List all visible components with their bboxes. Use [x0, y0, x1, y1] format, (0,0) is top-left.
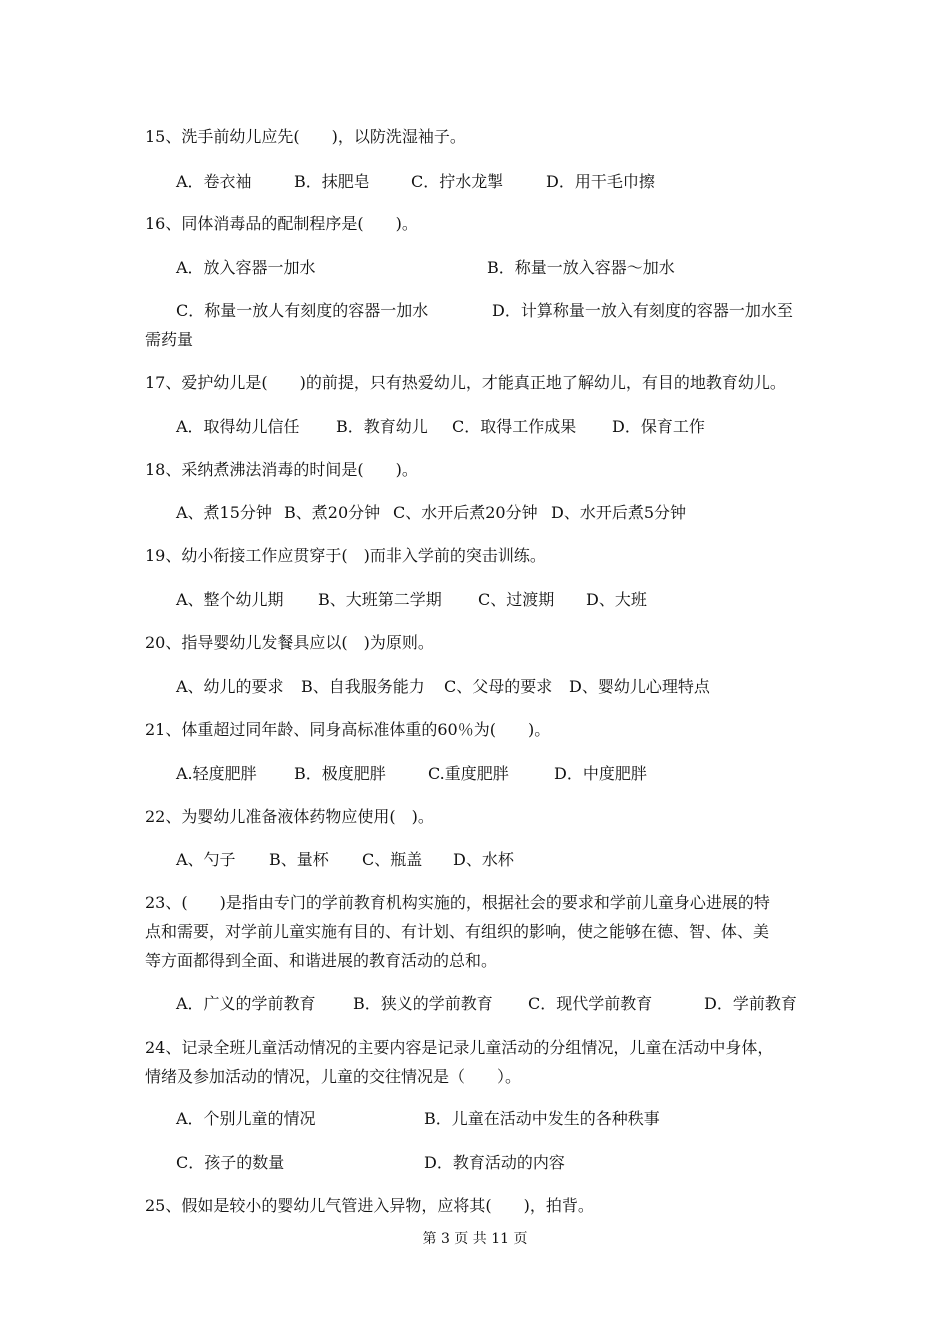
q16-option-b: B．称量一放入容器～加水	[487, 258, 675, 277]
question-15: 15、洗手前幼儿应先( )，以防洗湿袖子。	[145, 127, 466, 146]
q21-option-d: D．中度肥胖	[554, 764, 647, 783]
question-25: 25、假如是较小的婴幼儿气管进入异物，应将其( )，拍背。	[145, 1196, 594, 1215]
question-24-line-2: 情绪及参加活动的情况，儿童的交往情况是（ ）。	[145, 1067, 522, 1086]
q15-option-c: C．拧水龙掣	[411, 172, 504, 191]
q18-option-b: B、煮20分钟	[284, 503, 381, 522]
q18-option-d: D、水开后煮5分钟	[551, 503, 687, 522]
q24-option-d: D．教育活动的内容	[424, 1153, 565, 1172]
q15-option-d: D．用干毛巾擦	[546, 172, 655, 191]
q22-option-b: B、量杯	[269, 850, 329, 869]
q19-option-d: D、大班	[586, 590, 647, 609]
q24-option-b: B．儿童在活动中发生的各种秩事	[424, 1109, 660, 1128]
question-24-line-1: 24、记录全班儿童活动情况的主要内容是记录儿童活动的分组情况，儿童在活动中身体，	[145, 1038, 774, 1057]
q23-option-a: A．广义的学前教育	[176, 994, 316, 1013]
q22-option-a: A、勺子	[176, 850, 236, 869]
question-20: 20、指导婴幼儿发餐具应以( )为原则。	[145, 633, 434, 652]
question-19: 19、幼小衔接工作应贯穿于( )而非入学前的突击训练。	[145, 546, 546, 565]
q18-option-a: A、煮15分钟	[176, 503, 272, 522]
q24-option-a: A．个别儿童的情况	[176, 1109, 316, 1128]
q16-option-a: A．放入容器一加水	[176, 258, 316, 277]
question-23-line-2: 点和需要，对学前儿童实施有目的、有计划、有组织的影响，使之能够在德、智、体、美	[145, 922, 770, 941]
q24-option-c: C．孩子的数量	[176, 1153, 285, 1172]
q20-option-c: C、父母的要求	[444, 677, 553, 696]
q17-option-d: D．保育工作	[612, 417, 705, 436]
question-21: 21、体重超过同年龄、同身高标准体重的60％为( )。	[145, 720, 551, 739]
page-number-footer: 第 3 页 共 11 页	[422, 1231, 528, 1247]
q15-option-a: A．卷衣袖	[176, 172, 252, 191]
question-18: 18、采纳煮沸法消毒的时间是( )。	[145, 460, 418, 479]
q21-option-c: C.重度肥胖	[428, 764, 509, 783]
q15-option-b: B．抹肥皂	[294, 172, 370, 191]
q19-option-a: A、整个幼儿期	[176, 590, 284, 609]
q23-option-b: B．狭义的学前教育	[353, 994, 493, 1013]
q20-option-a: A、幼儿的要求	[176, 677, 284, 696]
q23-option-c: C．现代学前教育	[528, 994, 653, 1013]
question-16: 16、同体消毒品的配制程序是( )。	[145, 214, 418, 233]
q16-option-c: C．称量一放人有刻度的容器一加水	[176, 301, 429, 320]
q23-option-d: D．学前教育	[704, 994, 797, 1013]
q21-option-b: B．极度肥胖	[294, 764, 386, 783]
q17-option-a: A．取得幼儿信任	[176, 417, 300, 436]
q20-option-d: D、婴幼儿心理特点	[569, 677, 710, 696]
q22-option-d: D、水杯	[453, 850, 514, 869]
q19-option-c: C、过渡期	[478, 590, 555, 609]
q17-option-b: B．教育幼儿	[336, 417, 428, 436]
question-23-line-3: 等方面都得到全面、和谐进展的教育活动的总和。	[145, 951, 498, 970]
q16-option-d-continued: 需药量	[145, 330, 194, 349]
q16-option-d: D．计算称量一放入有刻度的容器一加水至	[492, 301, 793, 320]
q20-option-b: B、自我服务能力	[301, 677, 425, 696]
q18-option-c: C、水开后煮20分钟	[393, 503, 538, 522]
question-22: 22、为婴幼儿准备液体药物应使用( )。	[145, 807, 434, 826]
q21-option-a: A.轻度肥胖	[176, 764, 257, 783]
q17-option-c: C．取得工作成果	[452, 417, 577, 436]
question-17: 17、爱护幼儿是( )的前提，只有热爱幼儿，才能真正地了解幼儿，有目的地教育幼儿。	[145, 373, 786, 392]
q22-option-c: C、瓶盖	[362, 850, 423, 869]
q19-option-b: B、大班第二学期	[318, 590, 442, 609]
question-23-line-1: 23、( )是指由专门的学前教育机构实施的，根据社会的要求和学前儿童身心进展的特	[145, 893, 770, 912]
